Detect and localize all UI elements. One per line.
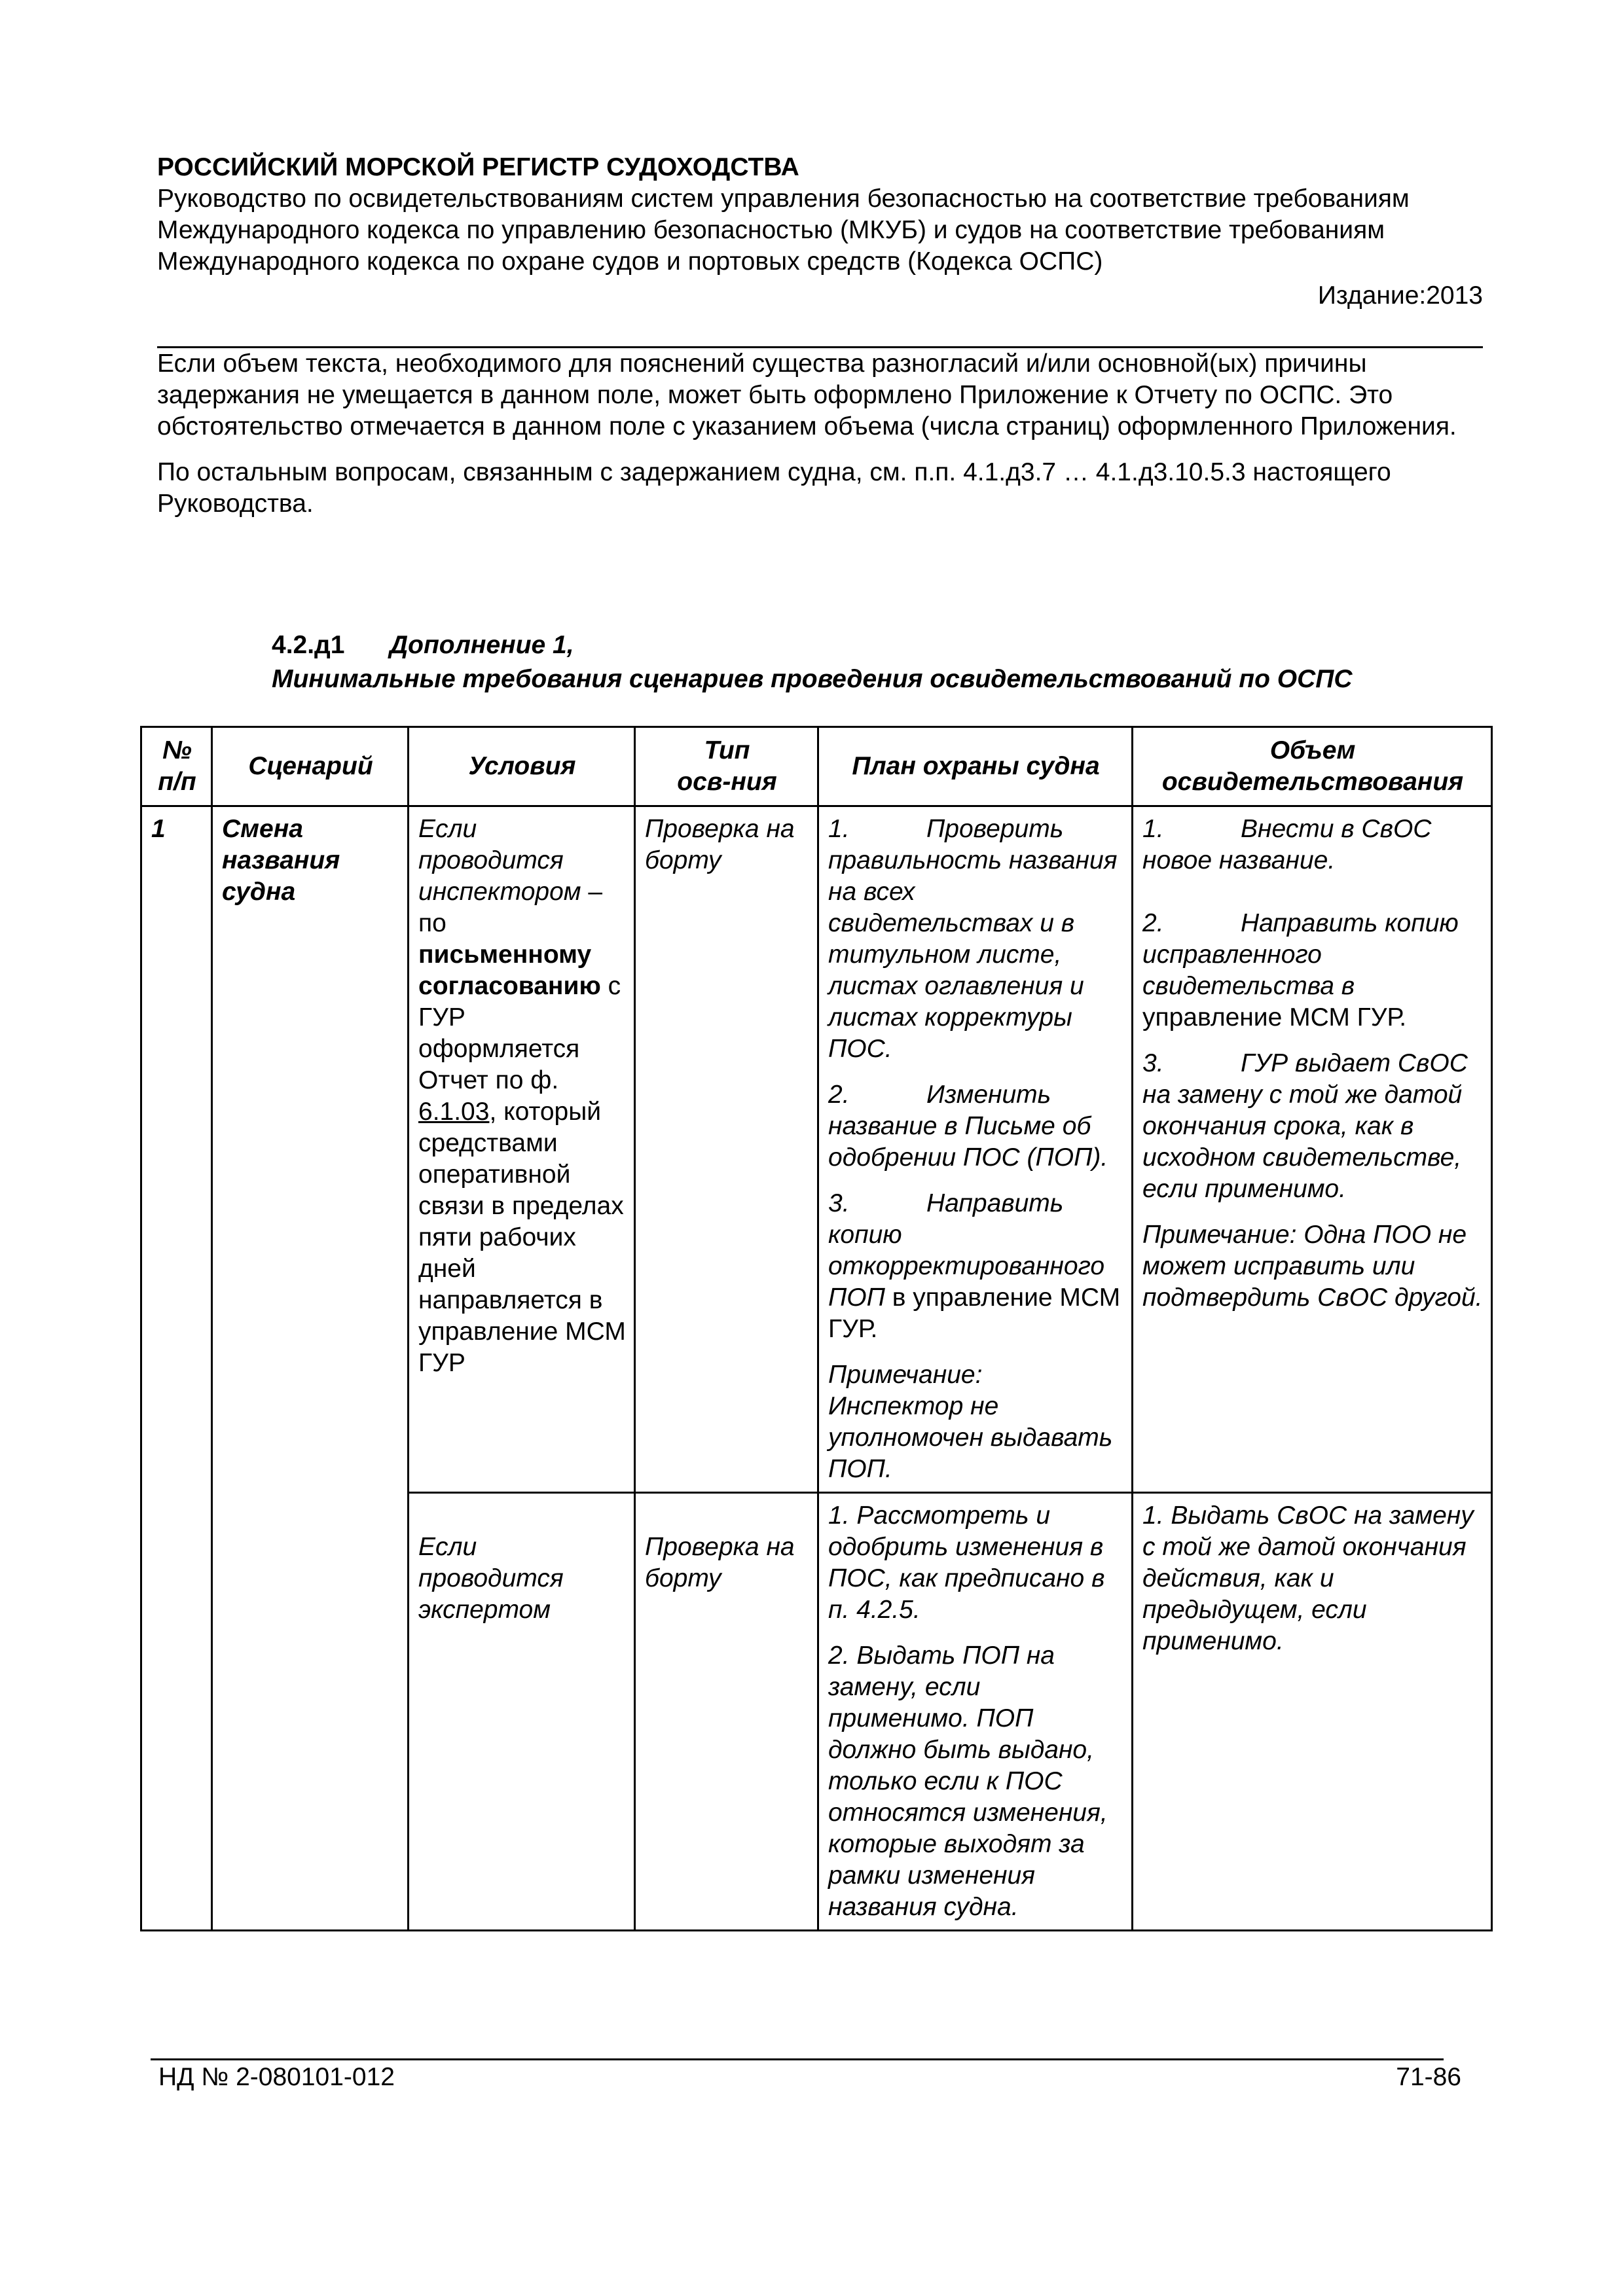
scope-note: Примечание: Одна ПОО не может исправить или подтвердить СвОС другой. bbox=[1142, 1221, 1483, 1312]
table-header-row bbox=[141, 727, 1492, 806]
conditions-inspector-cell bbox=[409, 806, 635, 1493]
plan-cell-inspector bbox=[818, 806, 1133, 1493]
col-header-scenario: Сценарий bbox=[212, 727, 409, 806]
form-reference-link[interactable]: 6.1.03 bbox=[418, 1098, 490, 1126]
plan-note: Примечание: Инспектор не уполномочен выдавать ПОП. bbox=[828, 1361, 1113, 1483]
scope-item-1: 1. Внести в СвОС новое название. bbox=[1142, 815, 1432, 874]
cond-report-text: с ГУР оформляется Отчет по ф. bbox=[418, 972, 621, 1094]
scenarios-table bbox=[140, 726, 1493, 1931]
col-header-conditions: Условия bbox=[409, 727, 635, 806]
scope-item-2: 2. Направить копию исправленного свидетельства в управление МСМ ГУР. bbox=[1142, 909, 1459, 1031]
organization-name: РОССИЙСКИЙ МОРСКОЙ РЕГИСТР СУДОХОДСТВА bbox=[157, 153, 799, 181]
page-footer bbox=[158, 2062, 1461, 2093]
plan-cell-expert bbox=[818, 1493, 1133, 1931]
col-header-type-line1: Тип bbox=[704, 736, 750, 764]
section-heading bbox=[272, 628, 1483, 696]
col-header-scope: Объем освидетельствования bbox=[1133, 727, 1492, 806]
scenario-cell: Смена названия судна bbox=[212, 806, 409, 1931]
section-title-line1: Дополнение 1, bbox=[390, 631, 574, 659]
paragraph-detention-reference: По остальным вопросам, связанным с задержанием судна, см. п.п. 4.1.д3.7 … 4.1.д3.10.5.3 настоящего Руководства. bbox=[157, 458, 1391, 518]
col-header-num: № п/п bbox=[141, 727, 212, 806]
page-number: 71-86 bbox=[1396, 2063, 1461, 2091]
table-row bbox=[141, 806, 1492, 1493]
cond-dash-text: – по bbox=[418, 878, 603, 937]
body-text bbox=[157, 348, 1483, 534]
edition-label: Издание:2013 bbox=[1317, 281, 1483, 310]
section-number: 4.2.д1 bbox=[272, 631, 345, 659]
col-header-plan: План охраны судна bbox=[818, 727, 1133, 806]
type-expert-text: Проверка на борту bbox=[645, 1533, 795, 1592]
plan-item-3: 3. Направить копию откорректированного ПОП в управление МСМ ГУР. bbox=[828, 1189, 1121, 1343]
scope-item-3: 3. ГУР выдает СвОС на замену с той же датой окончания срока, как в исходном свидетельстве, если применимо. bbox=[1142, 1049, 1468, 1203]
scope-cell-expert bbox=[1133, 1493, 1492, 1931]
cond-inspector-text: Если проводится инспектором bbox=[418, 815, 581, 906]
cond-expert-text: Если проводится экспертом bbox=[418, 1533, 564, 1624]
type-cell-expert bbox=[635, 1493, 818, 1931]
plan-item-1: 1. Проверить правильность названия на всех свидетельствах и в титульном листе, листах оглавления и листах корректуры ПОС. bbox=[828, 815, 1118, 1063]
paragraph-appendix-note: Если объем текста, необходимого для пояснений существа разногласий и/или основной(ых) причины задержания не умещается в данном поле, может быть оформлено Приложение к Отчету по ОСПС. Это обстоятельство отмечается в данном поле с указанием объема (числа страниц) оформленного Приложения. bbox=[157, 350, 1457, 440]
scope-cell-inspector bbox=[1133, 806, 1492, 1493]
plan-item-2: 2. Изменить название в Письме об одобрении ПОС (ПОП). bbox=[828, 1081, 1108, 1172]
type-cell-inspector: Проверка на борту bbox=[635, 806, 818, 1493]
col-header-type-line2: осв-ния bbox=[677, 768, 777, 796]
document-title: Руководство по освидетельствованиям систем управления безопасностью на соответствие требованиям Международного кодекса по управлению безопасностью (МКУБ) и судов на соответствие требованиям Международного кодекса по охране судов и портовых средств (Кодекса ОСПС) bbox=[157, 185, 1410, 276]
conditions-expert-cell bbox=[409, 1493, 635, 1931]
row-number: 1 bbox=[141, 806, 212, 1931]
col-header-type bbox=[635, 727, 818, 806]
plan-expert-item-1: 1. Рассмотреть и одобрить изменения в ПОС, как предписано в п. 4.2.5. bbox=[828, 1501, 1105, 1624]
cond-written-approval: письменному согласованию bbox=[418, 941, 601, 1000]
document-number: НД № 2-080101-012 bbox=[158, 2063, 395, 2091]
running-header bbox=[157, 152, 1483, 315]
footer-rule bbox=[151, 2058, 1444, 2060]
plan-expert-item-2: 2. Выдать ПОП на замену, если применимо. ПОП должно быть выдано, только если к ПОС относятся изменения, которые выходят за рамки изменения названия судна. bbox=[828, 1641, 1108, 1921]
section-title-line2: Минимальные требования сценариев проведения освидетельствований по ОСПС bbox=[272, 665, 1353, 693]
scope-expert-item-1: 1. Выдать СвОС на замену с той же датой окончания действия, как и предыдущем, если применимо. bbox=[1142, 1501, 1474, 1655]
cond-sending-text: , который средствами оперативной связи в пределах пяти рабочих дней направляется в управление МСМ ГУР bbox=[418, 1098, 626, 1377]
